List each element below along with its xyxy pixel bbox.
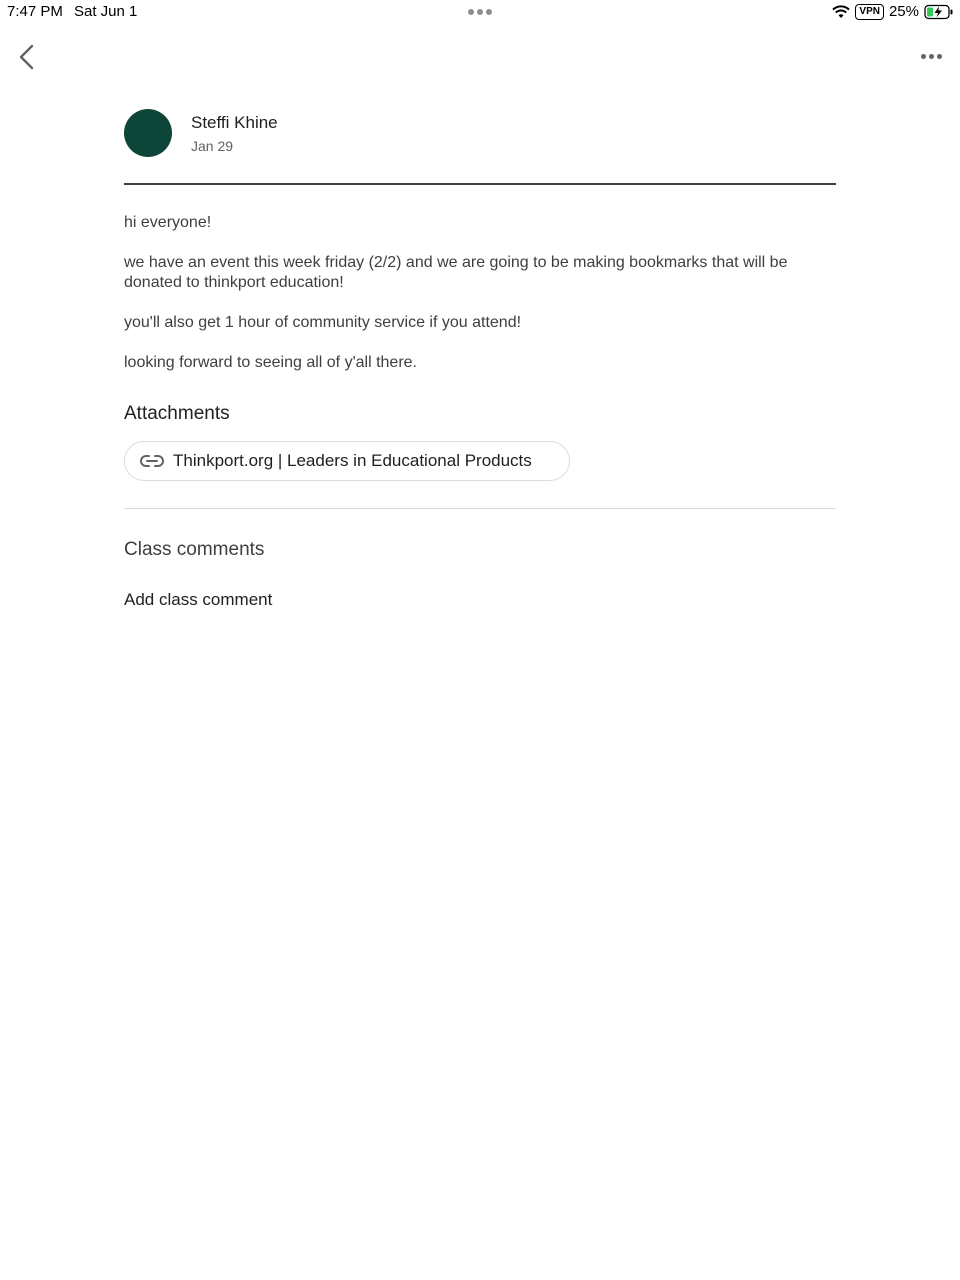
post-date: Jan 29 bbox=[191, 138, 234, 154]
header-divider bbox=[124, 183, 836, 185]
class-comments-heading: Class comments bbox=[124, 539, 265, 560]
link-icon bbox=[139, 451, 165, 471]
attachments-heading: Attachments bbox=[124, 403, 230, 424]
chevron-left-icon bbox=[14, 42, 42, 72]
battery-percent: 25% bbox=[888, 3, 919, 20]
battery-charging-icon bbox=[924, 4, 954, 20]
post-paragraph: looking forward to seeing all of y'all there. bbox=[124, 354, 417, 371]
status-indicators bbox=[832, 3, 954, 20]
back-button[interactable] bbox=[14, 42, 42, 72]
status-time: 7:47 PM bbox=[7, 3, 63, 20]
wifi-icon bbox=[832, 5, 850, 19]
post-paragraph: we have an event this week friday (2/2) and we are going to be making bookmarks that will be donated to thinkport education! bbox=[124, 254, 788, 291]
status-date: Sat Jun 1 bbox=[74, 3, 138, 20]
avatar[interactable] bbox=[124, 109, 172, 157]
vpn-badge: VPN bbox=[855, 4, 884, 20]
post-body bbox=[124, 213, 836, 393]
section-divider bbox=[124, 508, 836, 509]
status-bar bbox=[0, 0, 960, 24]
post-paragraph: hi everyone! bbox=[124, 214, 212, 231]
more-options-button[interactable] bbox=[916, 44, 946, 68]
attachment-link-chip[interactable] bbox=[124, 441, 570, 481]
multitasking-handle-icon[interactable] bbox=[468, 9, 492, 15]
attachment-title: Thinkport.org | Leaders in Educational Products bbox=[173, 451, 532, 470]
post-paragraph: you'll also get 1 hour of community service if you attend! bbox=[124, 314, 522, 331]
author-name: Steffi Khine bbox=[191, 113, 278, 132]
add-class-comment-button[interactable]: Add class comment bbox=[124, 590, 273, 609]
